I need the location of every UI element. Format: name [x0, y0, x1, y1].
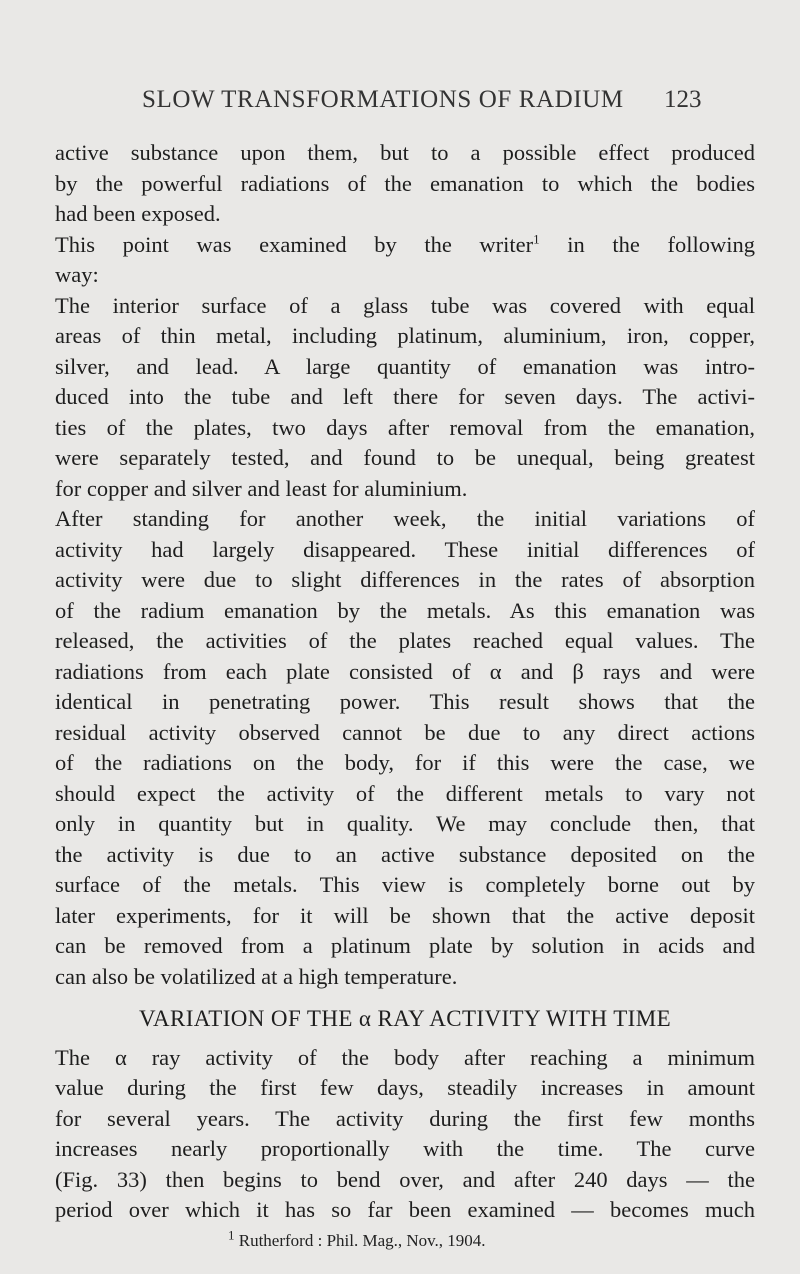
text-line: value during the first few days, steadily increases in amount — [55, 1075, 755, 1100]
footnote-marker: 1 — [228, 1227, 235, 1243]
text-line: radiations from each plate consisted of α and β rays and were — [55, 658, 755, 684]
text-line: identical in penetrating power. This result shows that the — [55, 689, 755, 714]
text-line: active substance upon them, but to a possible effect produced — [55, 140, 755, 165]
text-line: The α ray activity of the body after reaching a minimum — [55, 1044, 755, 1070]
footnote-text: Rutherford : Phil. Mag., Nov., 1904. — [238, 1231, 486, 1250]
running-title: SLOW TRANSFORMATIONS OF RADIUM — [142, 86, 624, 113]
text-line: should expect the activity of the different metals to vary not — [55, 780, 755, 806]
text-line: way: — [55, 262, 99, 287]
text-line: increases nearly proportionally with the time. The curve — [55, 1136, 755, 1161]
text-line: period over which it has so far been examined — becomes much — [55, 1197, 755, 1222]
text-line: surface of the metals. This view is completely borne out by — [55, 872, 755, 897]
text-line: can also be volatilized at a high temperature. — [55, 963, 458, 989]
body-text — [55, 138, 755, 1226]
footnote-reference: 1 — [533, 231, 540, 246]
text-line: had been exposed. — [55, 201, 221, 226]
section-heading: VARIATION OF THE α RAY ACTIVITY WITH TIME — [138, 1006, 672, 1031]
footnote — [228, 1227, 486, 1251]
text-line: were separately tested, and found to be unequal, being greatest — [55, 445, 755, 470]
text-line: can be removed from a platinum plate by solution in acids and — [55, 933, 755, 958]
text-line: After standing for another week, the initial variations of — [55, 506, 755, 531]
text-fragment: in the following — [567, 231, 756, 257]
text-line: duced into the tube and left there for seven days. The activi- — [55, 384, 755, 409]
text-line: released, the activities of the plates reached equal values. The — [55, 628, 755, 653]
text-line: only in quantity but in quality. We may conclude then, that — [55, 811, 755, 836]
text-line: ties of the plates, two days after removal from the emanation, — [55, 414, 755, 440]
text-line: of the radiations on the body, for if this were the case, we — [55, 750, 755, 775]
page-number: 123 — [664, 86, 702, 113]
text-fragment: This point was examined by the writer — [55, 231, 534, 257]
text-line: silver, and lead. A large quantity of emanation was intro- — [55, 353, 755, 379]
text-line: The interior surface of a glass tube was covered with equal — [55, 292, 755, 318]
text-line: areas of thin metal, including platinum, aluminium, iron, copper, — [55, 323, 755, 348]
text-line: for copper and silver and least for aluminium. — [55, 475, 468, 501]
text-line: of the radium emanation by the metals. As this emanation was — [55, 597, 755, 623]
text-line — [55, 230, 755, 261]
text-line: activity were due to slight differences in the rates of absorption — [55, 567, 755, 592]
text-line: activity had largely disappeared. These initial differences of — [55, 536, 755, 562]
text-line: later experiments, for it will be shown that the active deposit — [55, 902, 755, 928]
text-line: residual activity observed cannot be due to any direct actions — [55, 719, 755, 745]
text-line: by the powerful radiations of the emanation to which the bodies — [55, 170, 755, 196]
text-line: for several years. The activity during the first few months — [55, 1105, 755, 1131]
text-line: (Fig. 33) then begins to bend over, and after 240 days — the — [55, 1166, 755, 1192]
text-line: the activity is due to an active substance deposited on the — [55, 841, 755, 867]
running-header — [0, 86, 800, 122]
